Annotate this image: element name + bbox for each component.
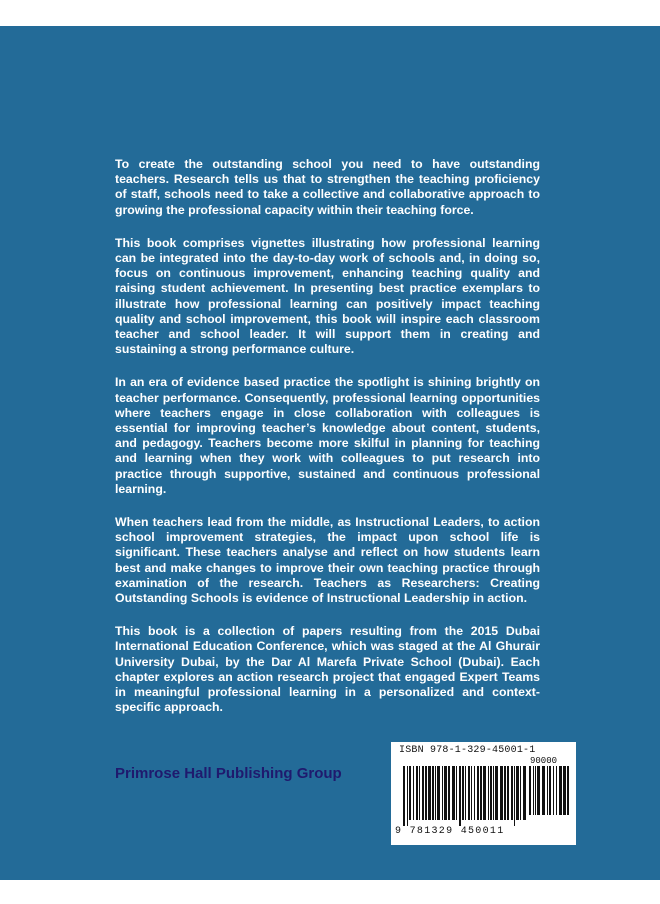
publisher-name: Primrose Hall Publishing Group bbox=[115, 765, 342, 782]
price-code: 90000 bbox=[530, 756, 558, 766]
barcode-bars-icon bbox=[403, 766, 527, 826]
blurb-paragraph-2: This book comprises vignettes illustrating how professional learning can be integrated into the day-to-day work of schools and, in doing so, focus on continuous improvement, enhancing teaching quality and raising student achievement. In presenting best practice exemplars to illustrate how professional learning can positively impact teaching quality and school improvement, this book will inspire each classroom teacher and school leader. It will support them in creating and sustaining a strong performance culture. bbox=[115, 235, 540, 357]
blurb-paragraph-3: In an era of evidence based practice the spotlight is shining brightly on teacher performance. Consequently, professional learning opportunities where teachers engage in close collaboration with colleagues is essential for improving teacher’s knowledge about content, students, and pedagogy. Teachers become more skilful in planning for teaching and learning when they work with colleagues to put research into practice through supportive, sustained and continuous professional learning. bbox=[115, 375, 540, 496]
blurb-paragraph-1: To create the outstanding school you need to have outstanding teachers. Research tells us that to strengthen the teaching proficiency of staff, schools need to take a collective and collaborative approach to growing the professional capacity within their teaching force. bbox=[115, 157, 540, 217]
blurb-paragraph-4: When teachers lead from the middle, as Instructional Leaders, to action school improvement strategies, the impact upon school life is significant. These teachers analyse and reflect on how students learn best and make changes to improve their own teaching practice through examination of the research. Teachers as Researchers: Creating Outstanding Schools is evidence of Instructional Leadership in action. bbox=[115, 515, 540, 606]
blurb-paragraph-5: This book is a collection of papers resulting from the 2015 Dubai International Education Conference, which was staged at the Al Ghurair University Dubai, by the Dar Al Marefa Private School (Dubai). Each chapter explores an action research project that engaged Expert Teams in meaningful professional learning in a personalized and context-specific approach. bbox=[115, 624, 540, 715]
barcode-digits: 9 781329 450011 bbox=[395, 826, 505, 837]
isbn-text: ISBN 978-1-329-45001-1 bbox=[399, 745, 536, 756]
isbn-barcode bbox=[391, 742, 576, 845]
blurb-text bbox=[115, 157, 540, 734]
barcode-addon-bars-icon bbox=[529, 766, 571, 826]
